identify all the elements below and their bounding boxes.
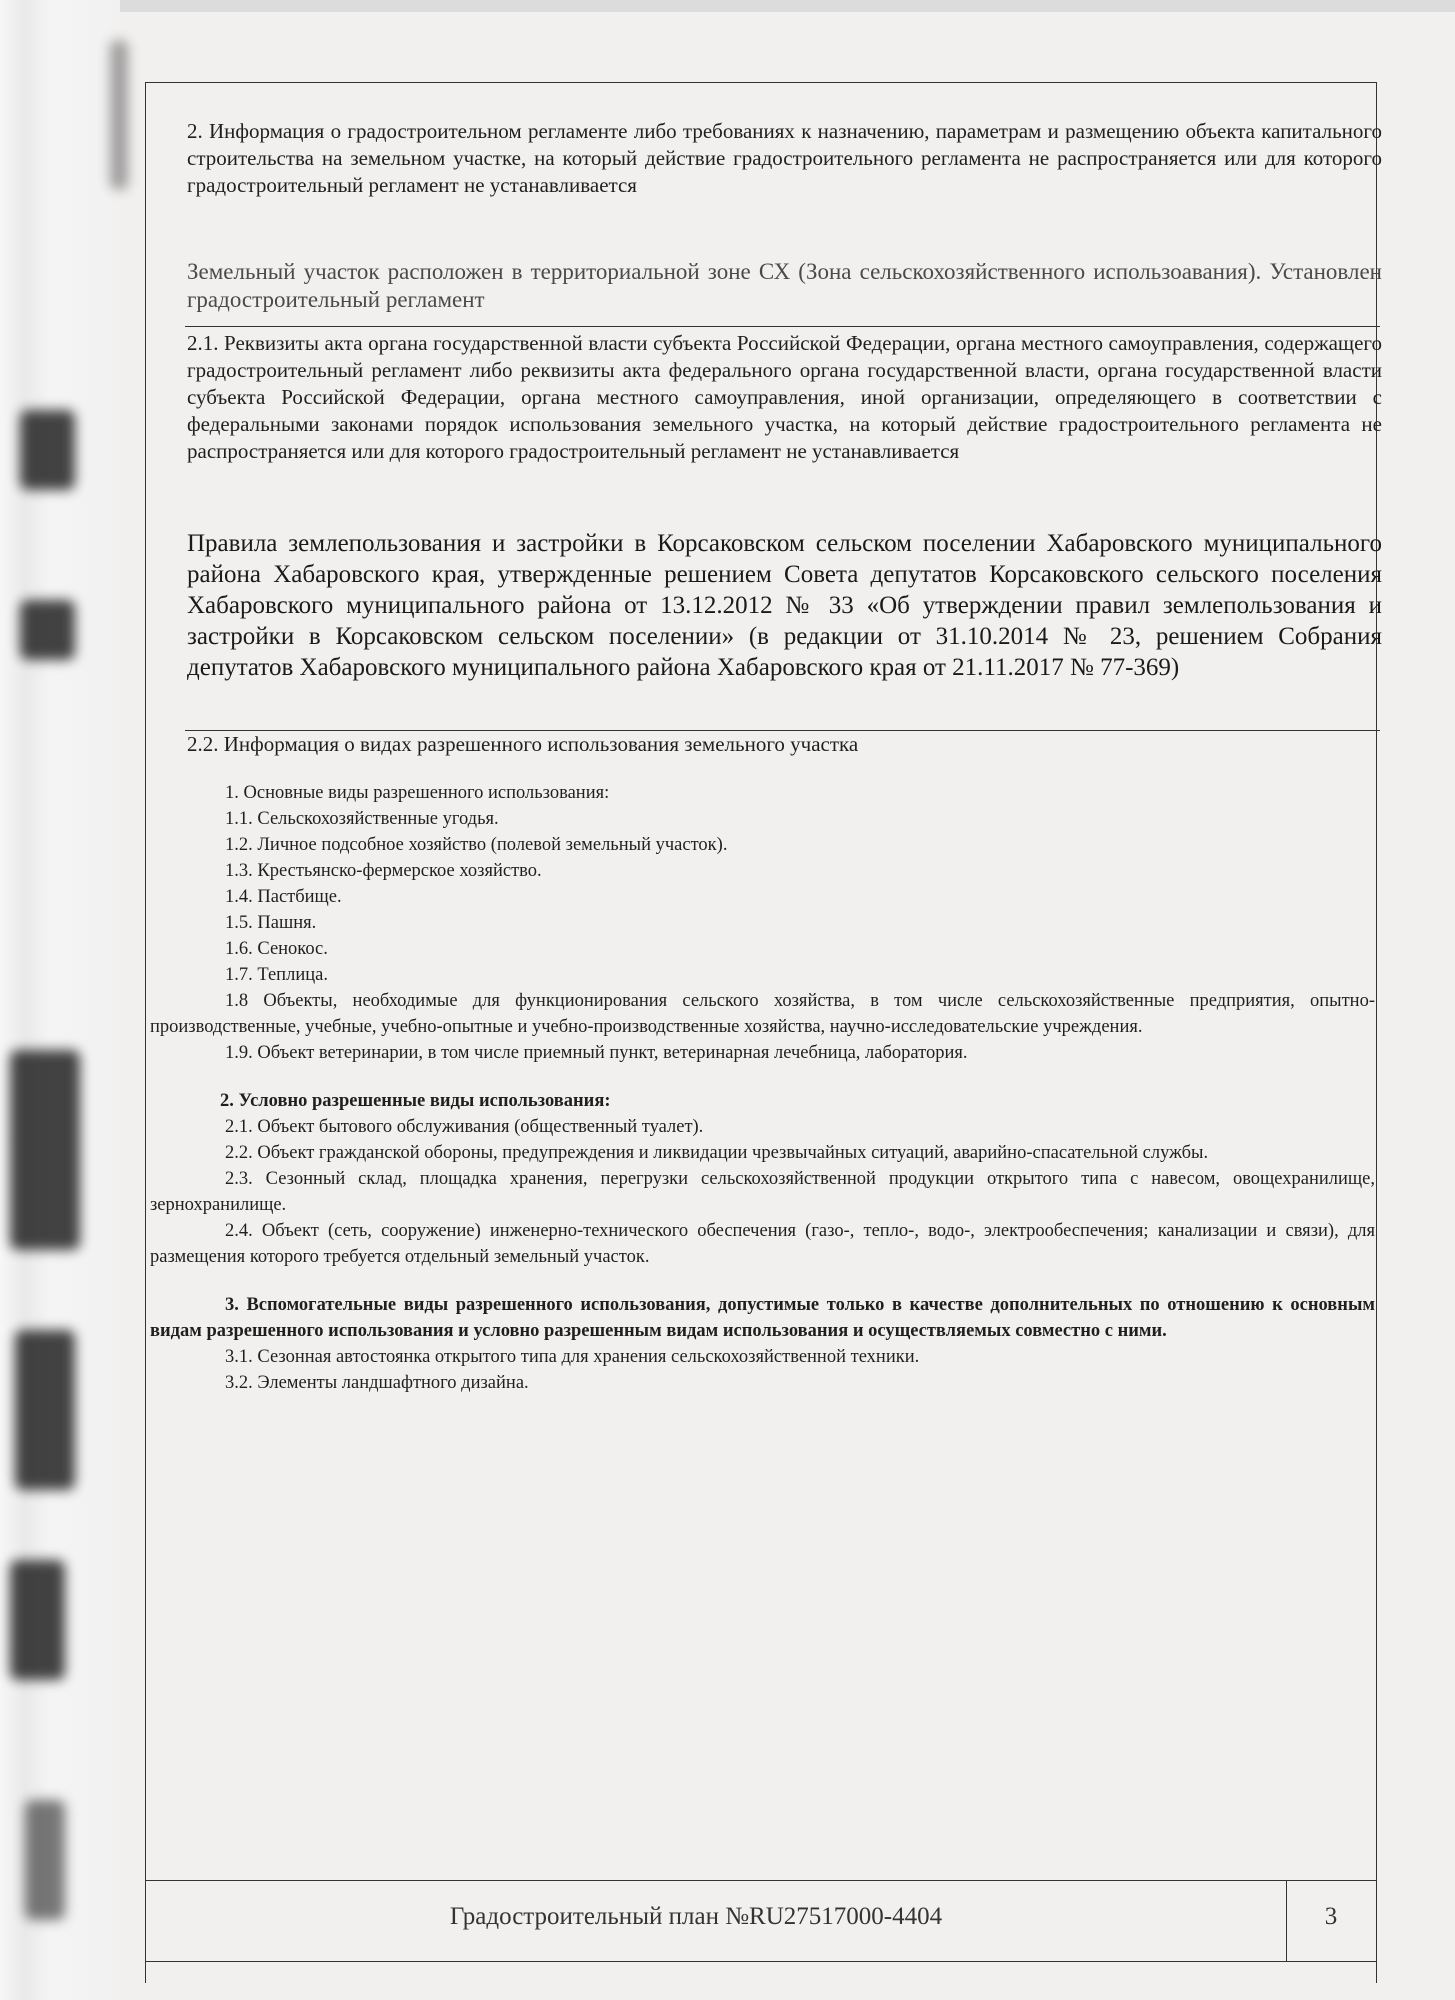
list-item: 1.6. Сенокос. xyxy=(225,939,328,959)
scan-artifact xyxy=(25,1800,65,1920)
scan-artifact xyxy=(20,600,75,660)
divider xyxy=(185,326,1380,327)
list-item: 1.4. Пастбище. xyxy=(225,887,342,907)
list-item: 3.2. Элементы ландшафтного дизайна. xyxy=(225,1373,529,1393)
footer-title: Градостроительный план №RU27517000-4404 xyxy=(449,1903,943,1930)
scan-artifact xyxy=(10,1050,80,1250)
page-number: 3 xyxy=(1324,1903,1338,1930)
footer-stamp xyxy=(145,1880,1377,1962)
list-item: 2.2. Объект гражданской обороны, предупреждения и ликвидации чрезвычайных ситуаций, аварийно-спасательной службы. xyxy=(225,1143,1209,1163)
section-2-1-value: Правила землепользования и застройки в Корсаковском сельском поселении Хабаровского муниципального района Хабаровского края, утвержденные решением Совета депутатов Корсаковского сельского поселения Хабаровского муниципального района от 13.12.2012 № 33 «Об утверждении правил землепользования и застройки в Корсаковском сельском поселении» (в редакции от 31.10.2014 № 23, решением Собрания депутатов Хабаровского муниципального района Хабаровского края от 21.11.2017 № 77-369) xyxy=(187,530,1382,681)
list-item: 1.8 Объекты, необходимые для функционирования сельского хозяйства, в том числе сельскохозяйственные предприятия, опытно-производственные, учебные, учебно-опытные и учебно-производственные хозяйства, научно-исследовательские учреждения. xyxy=(150,991,1375,1037)
scan-top-strip xyxy=(120,0,1455,12)
section-2-label: 2. Информация о градостроительном регламенте либо требованиях к назначению, параметрам и размещению объекта капитального строительства на земельном участке, на который действие градостроительного регламента не распространяется или для которого градостроительный регламент не устанавливается xyxy=(187,119,1382,197)
list-item: 3.1. Сезонная автостоянка открытого типа для хранения сельскохозяйственной техники. xyxy=(225,1347,920,1367)
scan-artifact xyxy=(110,40,128,190)
section-2-1-label: 2.1. Реквизиты акта органа государственной власти субъекта Российской Федерации, органа местного самоуправления, содержащего градостроительный регламент либо реквизиты акта федерального органа государственной власти, органа государственной власти субъекта Российской Федерации, органа местного самоуправления, иной организации, определяющего в соответствии с федеральными законами порядок использования земельного участка, на который действие градостроительного регламента не распространяется или для которого градостроительный регламент не устанавливается xyxy=(187,331,1382,463)
list-item: 1.2. Личное подсобное хозяйство (полевой земельный участок). xyxy=(225,835,728,855)
list-item: 2.3. Сезонный склад, площадка хранения, перегрузки сельскохозяйственной продукции открытого типа с навесом, овощехранилище, зернохранилище. xyxy=(150,1169,1375,1215)
list-item: 1.7. Теплица. xyxy=(225,965,328,985)
scan-artifact xyxy=(15,1330,75,1490)
permitted-uses-list xyxy=(150,780,1375,1396)
list-item: 2.4. Объект (сеть, сооружение) инженерно-технического обеспечения (газо-, тепло-, водо-, электрообеспечения; канализации и связи), для размещения которого требуется отдельный земельный участок. xyxy=(150,1221,1375,1267)
list-item: 1.9. Объект ветеринарии, в том числе приемный пункт, ветеринарная лечебница, лаборатория. xyxy=(225,1043,968,1063)
section-2-value: Земельный участок расположен в территориальной зоне СХ (Зона сельскохозяйственного использоавания). Установлен градостроительный регламент xyxy=(187,259,1382,312)
main-uses-header: 1. Основные виды разрешенного использования: xyxy=(225,783,610,803)
list-item: 1.3. Крестьянско-фермерское хозяйство. xyxy=(225,861,542,881)
conditional-uses-header: 2. Условно разрешенные виды использования: xyxy=(220,1091,611,1111)
scan-edge xyxy=(0,0,120,2000)
list-item: 2.1. Объект бытового обслуживания (общественный туалет). xyxy=(225,1117,704,1137)
list-item: 1.1. Сельскохозяйственные угодья. xyxy=(225,809,499,829)
list-item: 1.5. Пашня. xyxy=(225,913,317,933)
section-2-2-label: 2.2. Информация о видах разрешенного использования земельного участка xyxy=(187,732,859,756)
scan-artifact xyxy=(10,1560,65,1680)
auxiliary-uses-header: 3. Вспомогательные виды разрешенного использования, допустимые только в качестве дополнительных по отношению к основным видам разрешенного использования и условно разрешенным видам использования и осуществляемых совместно с ними. xyxy=(150,1295,1375,1341)
scan-artifact xyxy=(20,410,75,490)
